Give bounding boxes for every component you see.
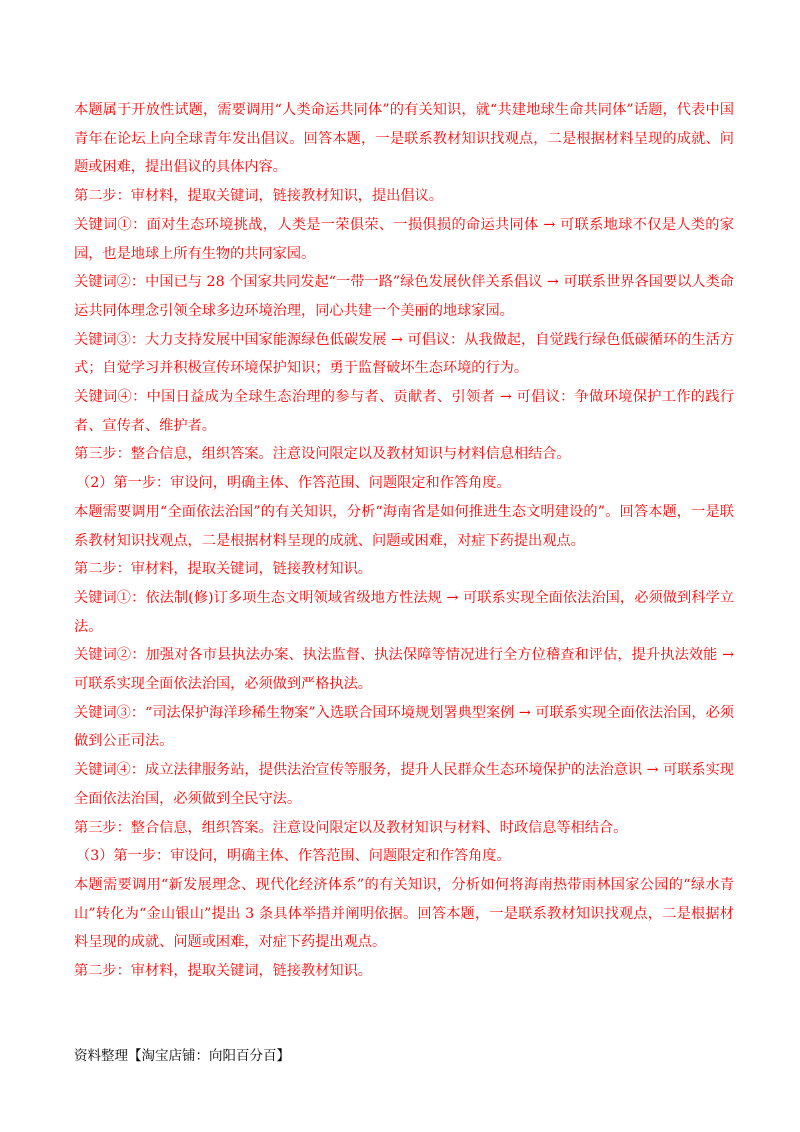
paragraph: 关键词④：成立法律服务站，提供法治宣传等服务，提升人民群众生态环境保护的法治意识 → 可联系实现全面依法治国，必须做到全民守法。 [74, 762, 734, 807]
answer-analysis-text [74, 96, 734, 986]
paragraph: 关键词②：加强对各市县执法办案、执法监督、执法保障等情况进行全方位稽查和评估，提升执法效能 → 可联系实现全面依法治国，必须做到严格执法。 [74, 647, 734, 693]
paragraph: 第二步：审材料，提取关键词，链接教材知识，提出倡议。 [74, 188, 443, 205]
paragraph: （3）第一步：审设问，明确主体、作答范围、问题限定和作答角度。 [76, 848, 511, 865]
paragraph: 本题需要调用“新发展理念、现代化经济体系”的有关知识，分析如何将海南热带雨林国家公园的“绿水青山”转化为“金山银山”提出 3 条具体举措并阐明依据。回答本题，一是联系教材知识找观点，二是根据材料呈现的成就、问题或困难，对症下药提出观点。 [74, 876, 734, 951]
paragraph: 关键词①：面对生态环境挑战，人类是一荣俱荣、一损俱损的命运共同体 → 可联系地球不仅是人类的家园，也是地球上所有生物的共同家园。 [74, 216, 734, 262]
paragraph: （2）第一步：审设问，明确主体、作答范围、问题限定和作答角度。 [76, 475, 511, 492]
paragraph: 第三步：整合信息，组织答案。注意设问限定以及教材知识与材料、时政信息等相结合。 [74, 819, 628, 836]
paragraph: 关键词①：依法制(修)订多项生态文明领域省级地方性法规 → 可联系实现全面依法治国，必须做到科学立法。 [74, 589, 734, 635]
paragraph: 本题需要调用“全面依法治国”的有关知识，分析“海南省是如何推进生态文明建设的”。回答本题，一是联系教材知识找观点，二是根据材料呈现的成就、问题或困难，对症下药提出观点。 [74, 503, 734, 549]
paragraph: 本题属于开放性试题，需要调用“人类命运共同体”的有关知识，就“共建地球生命共同体”话题，代表中国青年在论坛上向全球青年发出倡议。回答本题，一是联系教材知识找观点，二是根据材料呈现的成就、问题或困难，提出倡议的具体内容。 [74, 102, 734, 176]
paragraph: 关键词③：大力支持发展中国家能源绿色低碳发展 → 可倡议：从我做起，自觉践行绿色低碳循环的生活方式；自觉学习并积极宣传环境保护知识；勇于监督破坏生态环境的行为。 [74, 331, 734, 377]
paragraph: 第二步：审材料，提取关键词，链接教材知识。 [74, 561, 372, 578]
paragraph: 第二步：审材料，提取关键词，链接教材知识。 [74, 963, 372, 980]
paragraph: 关键词③：“司法保护海洋珍稀生物案”入选联合国环境规划署典型案例 → 可联系实现全面依法治国，必须做到公正司法。 [74, 704, 734, 750]
page-footer: 资料整理【淘宝店铺：向阳百分百】 [74, 1048, 290, 1064]
paragraph: 关键词②：中国已与 28 个国家共同发起“一带一路”绿色发展伙伴关系倡议 → 可联系世界各国要以人类命运共同体理念引领全球多边环境治理，同心共建一个美丽的地球家园。 [74, 274, 734, 319]
paragraph: 第三步：整合信息，组织答案。注意设问限定以及教材知识与材料信息相结合。 [74, 446, 571, 463]
paragraph: 关键词④：中国日益成为全球生态治理的参与者、贡献者、引领者 → 可倡议：争做环境保护工作的践行者、宣传者、维护者。 [74, 389, 734, 434]
